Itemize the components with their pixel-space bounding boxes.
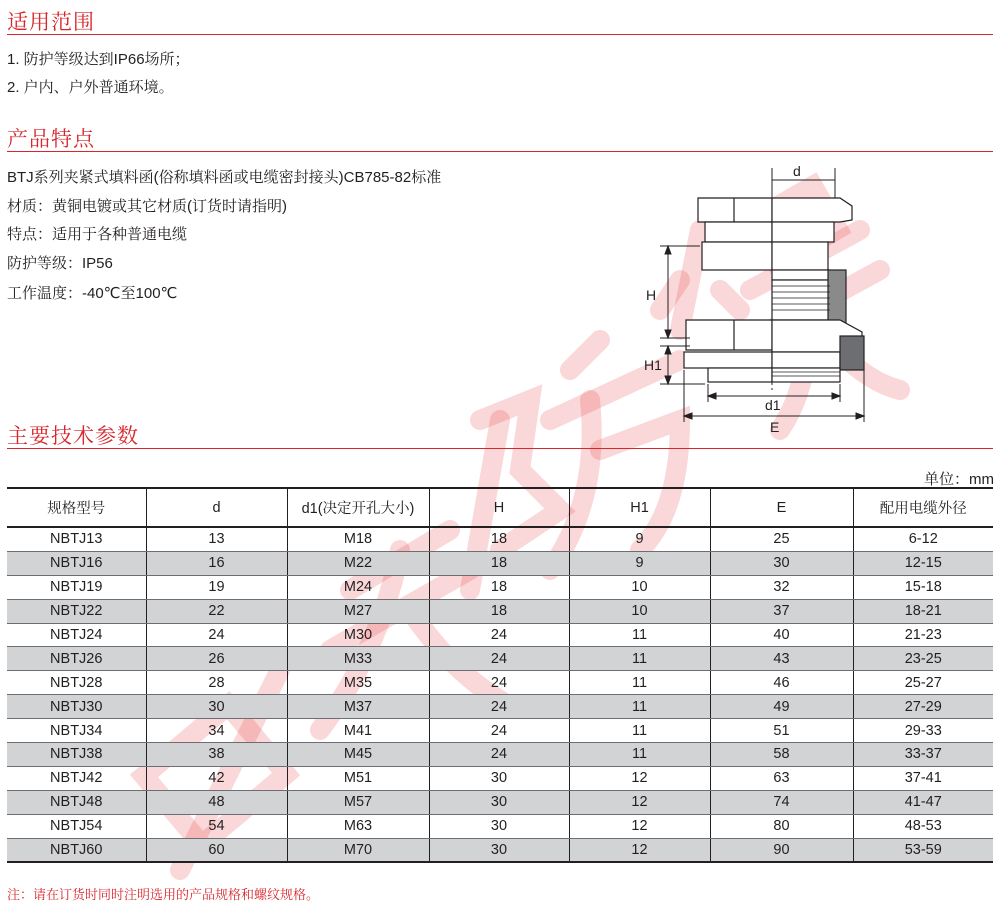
table-cell: 19 bbox=[146, 575, 287, 599]
table-cell: 25 bbox=[710, 527, 853, 551]
column-header: d bbox=[146, 488, 287, 527]
cable-gland-drawing bbox=[640, 150, 880, 440]
dim-label-h1: H1 bbox=[644, 357, 662, 373]
table-cell: M35 bbox=[287, 671, 429, 695]
table-cell: 24 bbox=[429, 695, 569, 719]
table-cell: 22 bbox=[146, 599, 287, 623]
table-cell: 9 bbox=[569, 527, 710, 551]
table-cell: 16 bbox=[146, 551, 287, 575]
table-cell: 28 bbox=[146, 671, 287, 695]
table-cell: 26 bbox=[146, 647, 287, 671]
table-cell: 10 bbox=[569, 575, 710, 599]
table-cell: 80 bbox=[710, 814, 853, 838]
table-cell: M63 bbox=[287, 814, 429, 838]
section-title-features: 产品特点 bbox=[7, 128, 95, 151]
table-cell: 6-12 bbox=[853, 527, 993, 551]
column-header: d1(决定开孔大小) bbox=[287, 488, 429, 527]
table-cell: 40 bbox=[710, 623, 853, 647]
dim-label-h: H bbox=[646, 287, 657, 303]
table-cell: 90 bbox=[710, 838, 853, 862]
table-cell: 63 bbox=[710, 766, 853, 790]
table-cell: 18 bbox=[429, 575, 569, 599]
table-cell: 24 bbox=[146, 623, 287, 647]
table-cell: M27 bbox=[287, 599, 429, 623]
feature-line: 工作温度：-40℃至100℃ bbox=[7, 285, 178, 302]
table-cell: NBTJ28 bbox=[7, 671, 146, 695]
table-cell: M57 bbox=[287, 790, 429, 814]
table-cell: 54 bbox=[146, 814, 287, 838]
table-cell: NBTJ22 bbox=[7, 599, 146, 623]
table-cell: 41-47 bbox=[853, 790, 993, 814]
table-cell: 24 bbox=[429, 743, 569, 767]
column-header: E bbox=[710, 488, 853, 527]
feature-line: 材质：黄铜电镀或其它材质(订货时请指明) bbox=[7, 198, 287, 215]
feature-line: 防护等级：IP56 bbox=[7, 255, 113, 272]
table-cell: NBTJ48 bbox=[7, 790, 146, 814]
table-cell: M70 bbox=[287, 838, 429, 862]
table-cell: 60 bbox=[146, 838, 287, 862]
section-title-scope: 适用范围 bbox=[7, 11, 95, 34]
table-cell: 30 bbox=[429, 766, 569, 790]
section-divider bbox=[7, 34, 993, 35]
table-cell: 51 bbox=[710, 719, 853, 743]
scope-item: 1. 防护等级达到IP66场所； bbox=[7, 51, 190, 68]
column-header: H bbox=[429, 488, 569, 527]
table-cell: 48-53 bbox=[853, 814, 993, 838]
table-header-row bbox=[7, 488, 993, 527]
table-cell: 48 bbox=[146, 790, 287, 814]
table-row bbox=[7, 838, 993, 862]
table-cell: 49 bbox=[710, 695, 853, 719]
table-cell: 11 bbox=[569, 743, 710, 767]
table-cell: 24 bbox=[429, 719, 569, 743]
table-cell: 38 bbox=[146, 743, 287, 767]
table-cell: NBTJ16 bbox=[7, 551, 146, 575]
table-cell: NBTJ13 bbox=[7, 527, 146, 551]
table-row bbox=[7, 527, 993, 551]
table-row bbox=[7, 575, 993, 599]
table-cell: 24 bbox=[429, 623, 569, 647]
table-cell: 30 bbox=[429, 790, 569, 814]
table-cell: NBTJ38 bbox=[7, 743, 146, 767]
table-cell: 58 bbox=[710, 743, 853, 767]
table-cell: 10 bbox=[569, 599, 710, 623]
table-cell: 37-41 bbox=[853, 766, 993, 790]
table-cell: 11 bbox=[569, 719, 710, 743]
table-cell: M30 bbox=[287, 623, 429, 647]
table-cell: 43 bbox=[710, 647, 853, 671]
table-cell: 18 bbox=[429, 599, 569, 623]
table-cell: 12-15 bbox=[853, 551, 993, 575]
table-cell: 27-29 bbox=[853, 695, 993, 719]
table-cell: 30 bbox=[710, 551, 853, 575]
table-cell: 32 bbox=[710, 575, 853, 599]
table-cell: 12 bbox=[569, 766, 710, 790]
table-cell: 11 bbox=[569, 623, 710, 647]
table-cell: 29-33 bbox=[853, 719, 993, 743]
table-cell: 11 bbox=[569, 647, 710, 671]
table-cell: 30 bbox=[429, 814, 569, 838]
table-cell: 11 bbox=[569, 695, 710, 719]
dim-label-d1: d1 bbox=[765, 397, 781, 413]
feature-line: BTJ系列夹紧式填料函(俗称填料函或电缆密封接头)CB785-82标准 bbox=[7, 169, 442, 186]
table-row bbox=[7, 647, 993, 671]
table-cell: 24 bbox=[429, 671, 569, 695]
table-cell: 21-23 bbox=[853, 623, 993, 647]
table-row bbox=[7, 671, 993, 695]
column-header: 规格型号 bbox=[7, 488, 146, 527]
table-cell: NBTJ24 bbox=[7, 623, 146, 647]
table-cell: 12 bbox=[569, 790, 710, 814]
table-cell: M45 bbox=[287, 743, 429, 767]
table-row bbox=[7, 695, 993, 719]
table-cell: M18 bbox=[287, 527, 429, 551]
dim-label-d: d bbox=[793, 163, 801, 179]
table-row bbox=[7, 551, 993, 575]
table-cell: 12 bbox=[569, 814, 710, 838]
table-cell: M41 bbox=[287, 719, 429, 743]
table-cell: 23-25 bbox=[853, 647, 993, 671]
table-row bbox=[7, 599, 993, 623]
table-cell: 30 bbox=[146, 695, 287, 719]
table-cell: 9 bbox=[569, 551, 710, 575]
table-cell: 37 bbox=[710, 599, 853, 623]
table-cell: M24 bbox=[287, 575, 429, 599]
table-cell: 33-37 bbox=[853, 743, 993, 767]
table-cell: M51 bbox=[287, 766, 429, 790]
table-cell: NBTJ19 bbox=[7, 575, 146, 599]
table-cell: 18-21 bbox=[853, 599, 993, 623]
table-row bbox=[7, 766, 993, 790]
table-cell: 53-59 bbox=[853, 838, 993, 862]
table-cell: 24 bbox=[429, 647, 569, 671]
section-title-params: 主要技术参数 bbox=[7, 425, 139, 448]
table-row bbox=[7, 719, 993, 743]
table-cell: 12 bbox=[569, 838, 710, 862]
table-cell: NBTJ34 bbox=[7, 719, 146, 743]
table-cell: 11 bbox=[569, 671, 710, 695]
table-row bbox=[7, 814, 993, 838]
table-cell: 25-27 bbox=[853, 671, 993, 695]
table-cell: 13 bbox=[146, 527, 287, 551]
table-cell: 18 bbox=[429, 527, 569, 551]
table-row bbox=[7, 790, 993, 814]
table-cell: NBTJ26 bbox=[7, 647, 146, 671]
table-cell: 42 bbox=[146, 766, 287, 790]
column-header: 配用电缆外径 bbox=[853, 488, 993, 527]
table-cell: 46 bbox=[710, 671, 853, 695]
scope-item: 2. 户内、户外普通环境。 bbox=[7, 79, 174, 96]
column-header: H1 bbox=[569, 488, 710, 527]
table-row bbox=[7, 623, 993, 647]
table-cell: M33 bbox=[287, 647, 429, 671]
table-cell: 30 bbox=[429, 838, 569, 862]
spec-table bbox=[7, 487, 993, 863]
table-cell: NBTJ42 bbox=[7, 766, 146, 790]
table-row bbox=[7, 743, 993, 767]
table-cell: NBTJ60 bbox=[7, 838, 146, 862]
table-cell: 74 bbox=[710, 790, 853, 814]
table-cell: 18 bbox=[429, 551, 569, 575]
table-cell: NBTJ30 bbox=[7, 695, 146, 719]
table-cell: M22 bbox=[287, 551, 429, 575]
section-divider bbox=[7, 448, 993, 449]
dim-label-e: E bbox=[770, 419, 780, 435]
order-note: 注：请在订货时同时注明选用的产品规格和螺纹规格。 bbox=[7, 887, 320, 902]
table-cell: 34 bbox=[146, 719, 287, 743]
table-cell: M37 bbox=[287, 695, 429, 719]
feature-line: 特点：适用于各种普通电缆 bbox=[7, 226, 188, 243]
table-cell: 15-18 bbox=[853, 575, 993, 599]
unit-label: 单位：mm bbox=[924, 471, 994, 488]
table-cell: NBTJ54 bbox=[7, 814, 146, 838]
